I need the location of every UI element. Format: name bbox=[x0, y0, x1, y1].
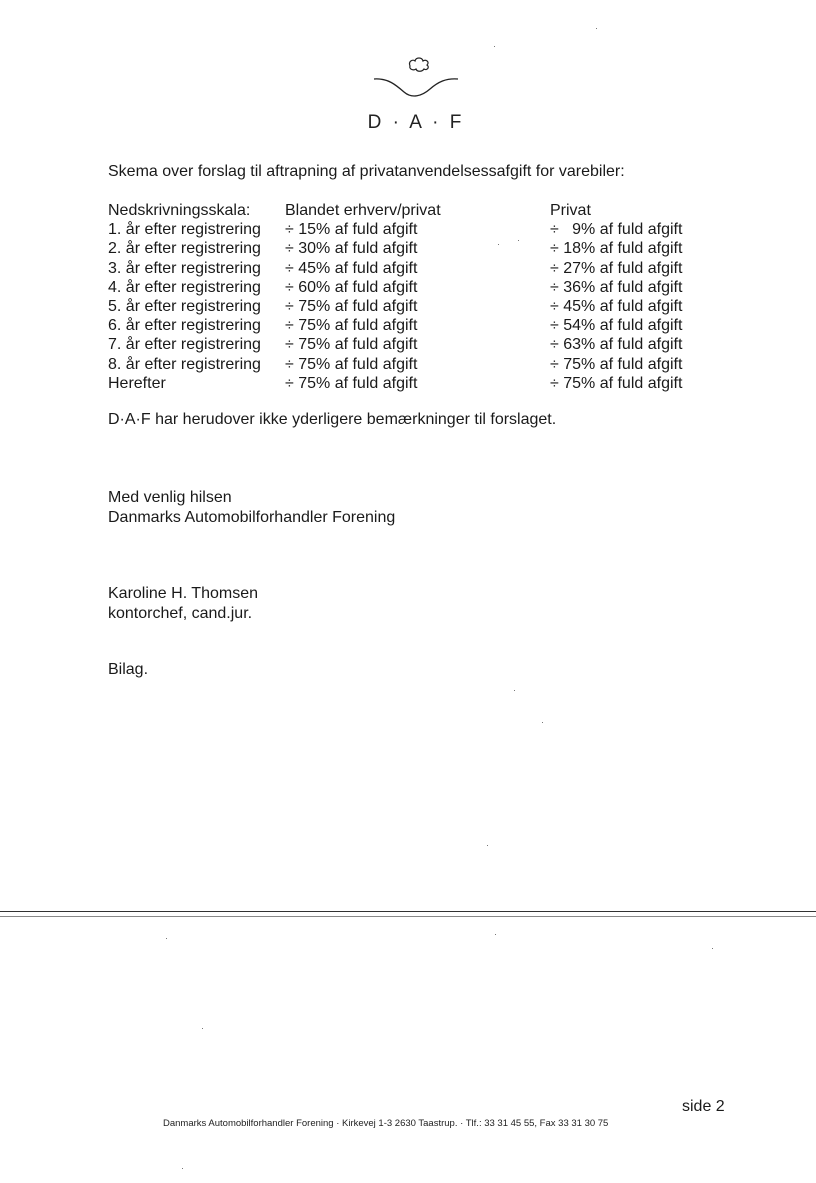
row-label: 5. år efter registrering bbox=[108, 297, 261, 315]
row-mixed-value: ÷ 75% af fuld afgift bbox=[285, 297, 418, 315]
row-private-value: ÷ 54% af fuld afgift bbox=[550, 317, 683, 335]
enclosure-note: Bilag. bbox=[108, 661, 149, 678]
scan-speck bbox=[514, 690, 515, 691]
scan-speck bbox=[202, 1028, 203, 1029]
scan-speck bbox=[487, 845, 488, 846]
scan-speck bbox=[166, 938, 167, 939]
row-private-value: ÷ 63% af fuld afgift bbox=[550, 336, 683, 354]
row-private-value: ÷ 9% af fuld afgift bbox=[550, 221, 683, 239]
row-mixed-value: ÷ 15% af fuld afgift bbox=[285, 221, 418, 239]
row-private-value: ÷ 27% af fuld afgift bbox=[550, 259, 683, 277]
row-private-value: ÷ 75% af fuld afgift bbox=[550, 374, 683, 392]
row-mixed-value: ÷ 75% af fuld afgift bbox=[285, 355, 418, 373]
row-private-value: ÷ 75% af fuld afgift bbox=[550, 355, 683, 373]
scan-speck bbox=[498, 244, 499, 245]
scan-speck bbox=[494, 46, 495, 47]
row-private-value: ÷ 45% af fuld afgift bbox=[550, 297, 683, 315]
row-label: 2. år efter registrering bbox=[108, 240, 261, 258]
scan-speck bbox=[182, 1168, 183, 1169]
signer-block bbox=[108, 584, 258, 623]
daf-logo bbox=[366, 52, 466, 137]
scan-speck bbox=[518, 240, 519, 241]
row-label: Herefter bbox=[108, 374, 166, 392]
closing-block bbox=[108, 488, 395, 527]
row-mixed-value: ÷ 75% af fuld afgift bbox=[285, 336, 418, 354]
row-mixed-value: ÷ 75% af fuld afgift bbox=[285, 374, 418, 392]
header-private: Privat bbox=[550, 202, 591, 219]
footer-divider-secondary bbox=[0, 916, 816, 917]
closing-greeting: Med venlig hilsen bbox=[108, 489, 232, 506]
scan-speck bbox=[712, 948, 713, 949]
remark-text: D·A·F har herudover ikke yderligere bemærkninger til forslaget. bbox=[108, 411, 557, 428]
row-label: 8. år efter registrering bbox=[108, 355, 261, 373]
row-mixed-value: ÷ 45% af fuld afgift bbox=[285, 259, 418, 277]
row-mixed-value: ÷ 75% af fuld afgift bbox=[285, 317, 418, 335]
scan-speck bbox=[596, 28, 597, 29]
row-label: 4. år efter registrering bbox=[108, 278, 261, 296]
scan-speck bbox=[495, 934, 496, 935]
header-mixed-use: Blandet erhverv/privat bbox=[285, 202, 441, 219]
row-label: 3. år efter registrering bbox=[108, 259, 261, 277]
signer-title: kontorchef, cand.jur. bbox=[108, 604, 253, 622]
signer-name: Karoline H. Thomsen bbox=[108, 585, 258, 602]
row-mixed-value: ÷ 60% af fuld afgift bbox=[285, 278, 418, 296]
row-label: 6. år efter registrering bbox=[108, 317, 261, 335]
header-scale: Nedskrivningsskala: bbox=[108, 202, 251, 219]
row-mixed-value: ÷ 30% af fuld afgift bbox=[285, 240, 418, 258]
page-number: side 2 bbox=[682, 1098, 725, 1115]
closing-organization: Danmarks Automobilforhandler Forening bbox=[108, 508, 396, 526]
row-label: 1. år efter registrering bbox=[108, 221, 261, 239]
row-private-value: ÷ 36% af fuld afgift bbox=[550, 278, 683, 296]
intro-text: Skema over forslag til aftrapning af privatanvendelsessafgift for varebiler: bbox=[108, 163, 625, 180]
bird-cloud-emblem-icon bbox=[366, 52, 466, 107]
row-label: 7. år efter registrering bbox=[108, 336, 261, 354]
row-private-value: ÷ 18% af fuld afgift bbox=[550, 240, 683, 258]
logo-text: D · A · F bbox=[367, 112, 465, 133]
scan-speck bbox=[542, 722, 543, 723]
footer-divider bbox=[0, 911, 816, 912]
letterhead-footer: Danmarks Automobilforhandler Forening · Kirkevej 1-3 2630 Taastrup. · Tlf.: 33 31 45 55, Fax 33 31 30 75 bbox=[163, 1118, 609, 1129]
